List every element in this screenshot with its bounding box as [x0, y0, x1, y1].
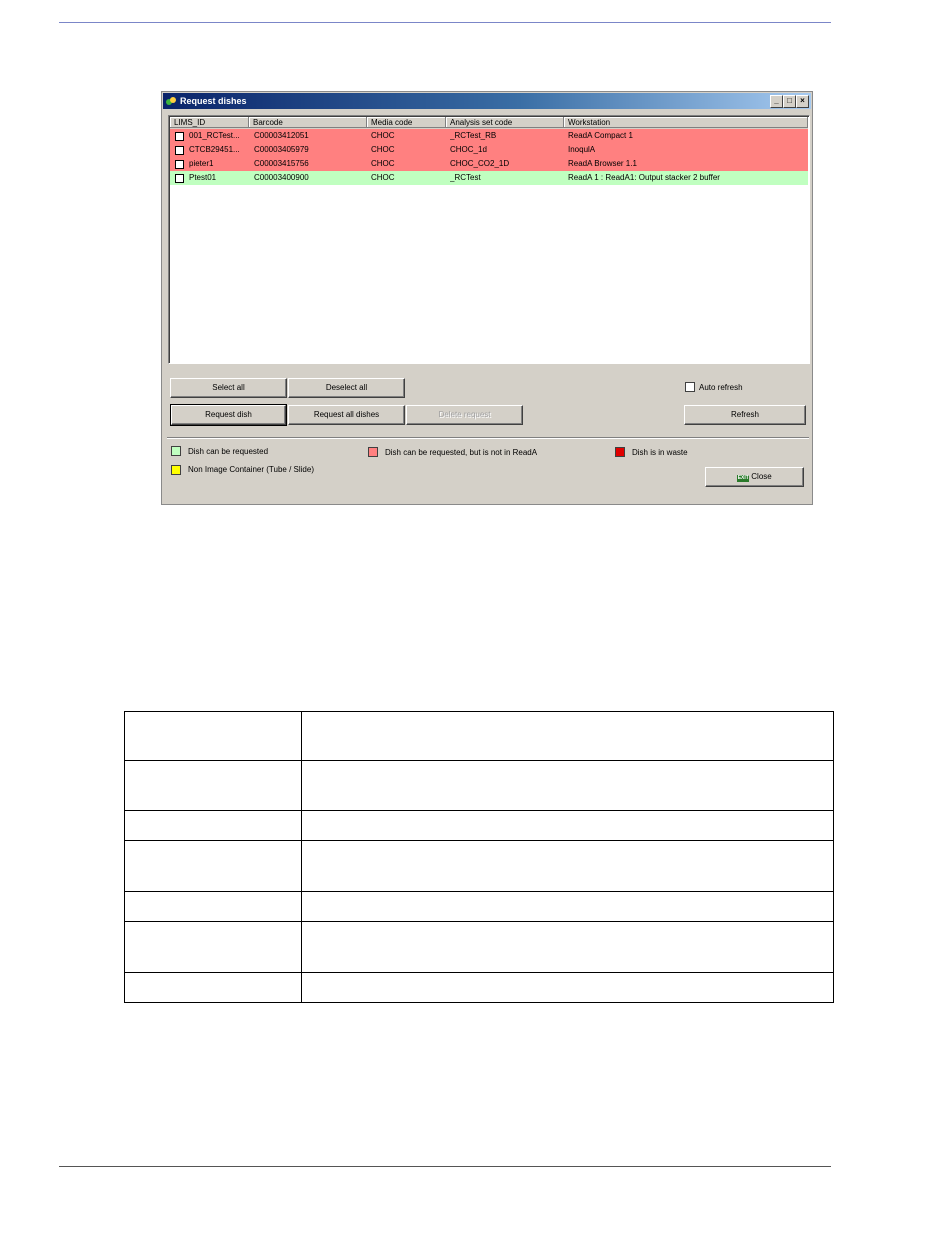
column-header-lims-id[interactable]: LIMS_ID: [170, 117, 249, 128]
delete-request-button[interactable]: Delete request: [406, 405, 523, 425]
cell-workstation: InoqulA: [568, 145, 596, 154]
table-cell: [302, 973, 834, 1003]
title-bar[interactable]: [163, 93, 811, 109]
table-row: [125, 922, 834, 973]
table-cell: [302, 761, 834, 811]
cell-lims-id: pieter1: [189, 159, 214, 168]
cell-barcode: C00003400900: [254, 173, 309, 182]
close-button[interactable]: [705, 467, 804, 487]
legend-non-image: Non Image Container (Tube / Slide): [188, 465, 314, 474]
table-row[interactable]: [170, 157, 808, 171]
close-window-button[interactable]: ×: [796, 95, 809, 108]
table-row: [125, 811, 834, 841]
table-cell: [125, 973, 302, 1003]
cell-analysis-set-code: _RCTest_RB: [450, 131, 497, 140]
table-cell: [125, 761, 302, 811]
cell-analysis-set-code: CHOC_CO2_1D: [450, 159, 510, 168]
legend-can-request: Dish can be requested: [188, 447, 269, 456]
window-title: Request dishes: [180, 96, 247, 106]
cell-lims-id: CTCB29451...: [189, 145, 240, 154]
table-row: [125, 973, 834, 1003]
cell-barcode: C00003415756: [254, 159, 309, 168]
column-header-analysis-set-code[interactable]: Analysis set code: [446, 117, 564, 128]
bottom-rule: [59, 1166, 831, 1167]
table-row[interactable]: [170, 129, 808, 143]
cell-lims-id: 001_RCTest...: [189, 131, 240, 140]
request-all-dishes-button[interactable]: Request all dishes: [288, 405, 405, 425]
table-row[interactable]: [170, 143, 808, 157]
row-checkbox[interactable]: [175, 146, 184, 155]
cell-media-code: CHOC: [371, 159, 395, 168]
legend-in-waste: Dish is in waste: [632, 448, 688, 457]
cell-analysis-set-code: CHOC_1d: [450, 145, 487, 154]
table-cell: [125, 811, 302, 841]
cell-analysis-set-code: _RCTest: [450, 173, 481, 182]
column-header-workstation[interactable]: Workstation: [564, 117, 808, 128]
request-dish-button[interactable]: Request dish: [171, 405, 286, 425]
table-row: [125, 761, 834, 811]
cell-media-code: CHOC: [371, 131, 395, 140]
auto-refresh-checkbox-box[interactable]: [685, 382, 695, 392]
table-cell: [302, 712, 834, 761]
table-cell: [125, 841, 302, 892]
cell-barcode: C00003405979: [254, 145, 309, 154]
table-cell: [302, 841, 834, 892]
request-dishes-dialog: [161, 91, 813, 505]
legend-swatch-can-request: [171, 446, 181, 456]
legend-swatch-not-in-reada: [368, 447, 378, 457]
legend-not-in-reada: Dish can be requested, but is not in ReadA: [385, 448, 538, 457]
row-checkbox[interactable]: [175, 160, 184, 169]
table-cell: [302, 811, 834, 841]
table-row: [125, 712, 834, 761]
table-row: [125, 841, 834, 892]
column-header-barcode[interactable]: Barcode: [249, 117, 367, 128]
table-cell: [302, 892, 834, 922]
cell-workstation: ReadA Browser 1.1: [568, 159, 637, 168]
separator: [167, 437, 809, 439]
row-checkbox[interactable]: [175, 174, 184, 183]
cell-workstation: ReadA 1 : ReadA1: Output stacker 2 buffer: [568, 173, 720, 182]
list-header: [170, 117, 808, 129]
top-rule: [59, 22, 831, 23]
legend-swatch-in-waste: [615, 447, 625, 457]
table-row: [125, 892, 834, 922]
table-row[interactable]: [170, 171, 808, 185]
cell-media-code: CHOC: [371, 145, 395, 154]
table-cell: [125, 892, 302, 922]
cell-lims-id: Ptest01: [189, 173, 217, 182]
dish-list[interactable]: [168, 115, 810, 364]
minimize-button[interactable]: _: [770, 95, 783, 108]
refresh-button[interactable]: Refresh: [684, 405, 806, 425]
cell-barcode: C00003412051: [254, 131, 309, 140]
table-cell: [125, 922, 302, 973]
auto-refresh-label: Auto refresh: [699, 383, 743, 392]
cell-workstation: ReadA Compact 1: [568, 131, 633, 140]
exit-icon: EXIT: [737, 475, 749, 481]
app-icon: [166, 96, 176, 106]
legend-swatch-non-image: [171, 465, 181, 475]
deselect-all-button[interactable]: Deselect all: [288, 378, 405, 398]
row-checkbox[interactable]: [175, 132, 184, 141]
column-header-media-code[interactable]: Media code: [367, 117, 446, 128]
maximize-button[interactable]: □: [783, 95, 796, 108]
close-button-label: Close: [751, 472, 772, 481]
cell-media-code: CHOC: [371, 173, 395, 182]
table-cell: [302, 922, 834, 973]
table-cell: [125, 712, 302, 761]
blank-table: [124, 711, 834, 1003]
select-all-button[interactable]: Select all: [170, 378, 287, 398]
auto-refresh-checkbox[interactable]: [685, 382, 743, 393]
